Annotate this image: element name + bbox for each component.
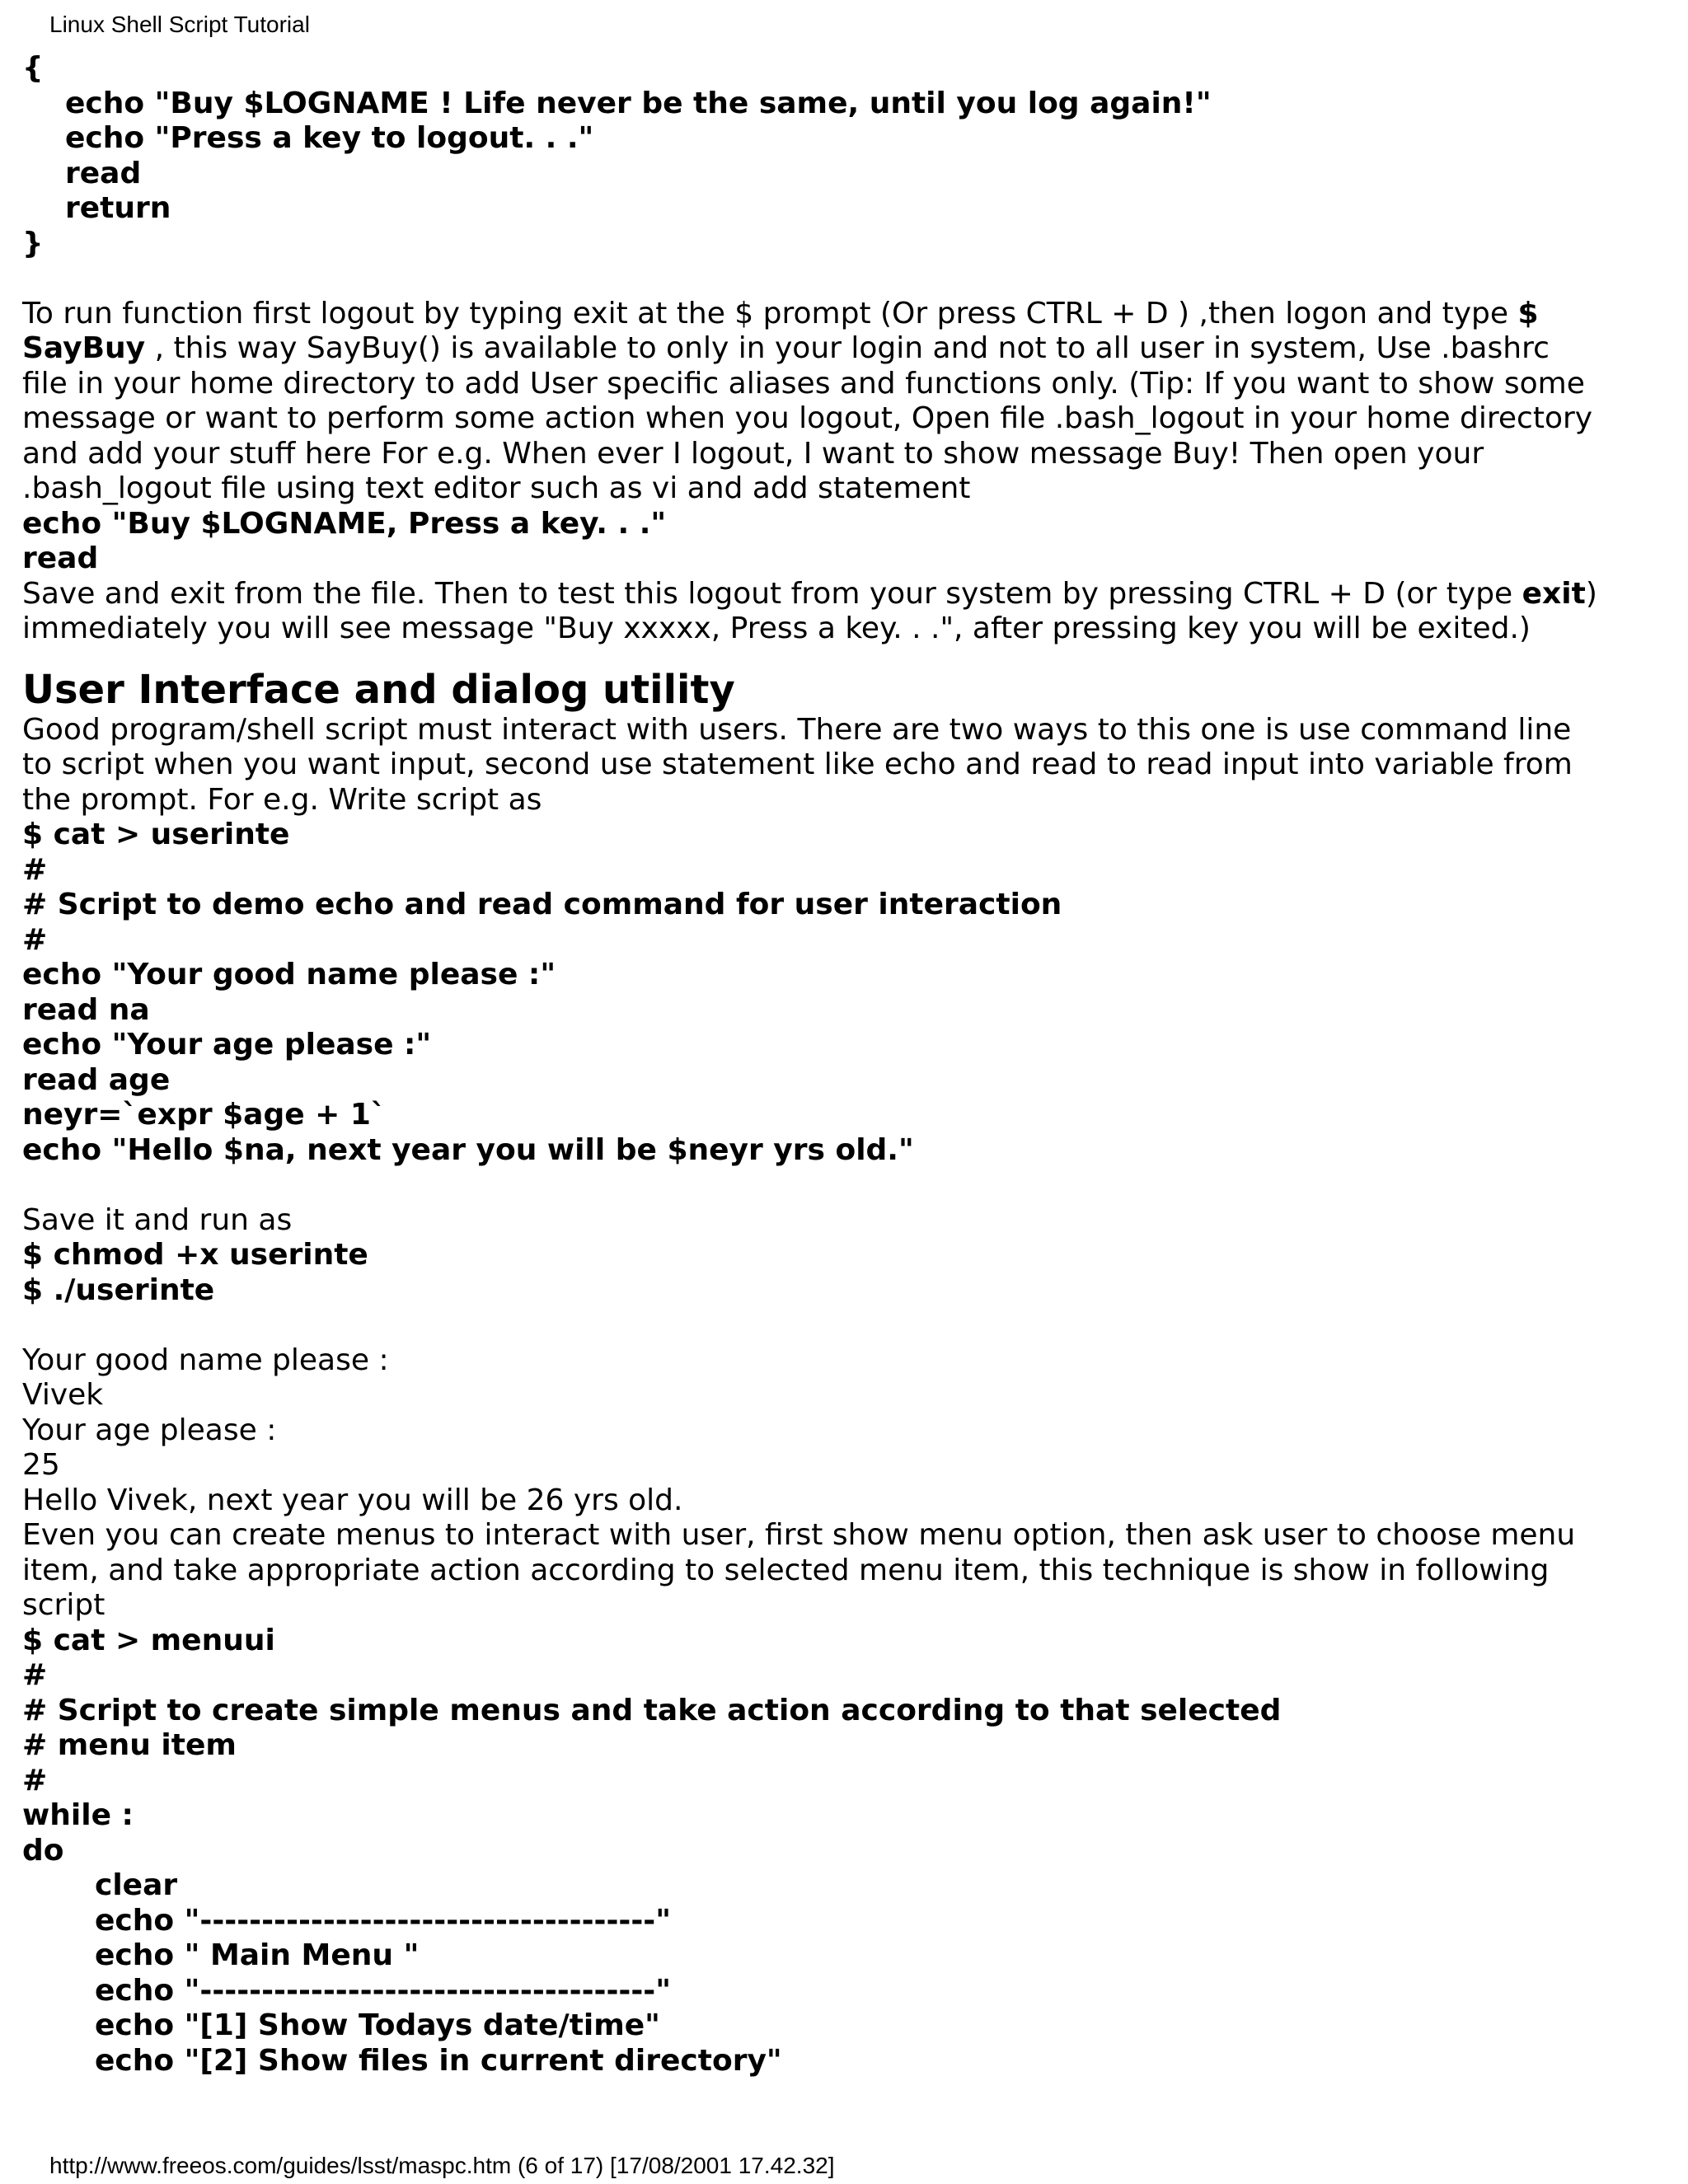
code-line: # Script to demo echo and read command for user interaction — [22, 888, 1062, 921]
section-heading: User Interface and dialog utility — [22, 666, 735, 713]
text-run: exit — [1522, 576, 1586, 611]
document-body — [22, 51, 1671, 2079]
code-line: { — [22, 51, 44, 85]
output-line: 25 — [22, 1448, 60, 1482]
output-line: Your age please : — [22, 1413, 277, 1447]
code-line: $ cat > menuui — [22, 1623, 275, 1657]
code-line: # — [22, 1658, 48, 1692]
code-line: $ ./userinte — [22, 1272, 215, 1307]
code-line: # — [22, 852, 48, 887]
output-line: Vivek — [22, 1378, 104, 1412]
code-line: # Script to create simple menus and take action according to that selected — [22, 1693, 1282, 1727]
code-line: # — [22, 922, 48, 957]
output-line: Your good name please : — [22, 1343, 389, 1377]
code-line: echo "Your good name please :" — [22, 958, 556, 991]
text-run: $ — [1517, 296, 1539, 330]
text-run: To run function first logout by typing exit at the $ prompt (Or press CTRL + D ) ,then logon and type — [22, 296, 1518, 330]
code-line: read — [65, 156, 142, 190]
code-line: $ cat > userinte — [22, 818, 290, 851]
page-header: Linux Shell Script Tutorial — [49, 12, 310, 37]
paragraph-line: immediately you will see message "Buy xxxxx, Press a key. . .", after pressing key you will be exited.) — [22, 612, 1531, 645]
paragraph-line: message or want to perform some action when you logout, Open file .bash_logout in your home directory — [22, 401, 1593, 435]
code-line: return — [65, 191, 171, 225]
code-line: echo "-------------------------------------" — [95, 1903, 671, 1938]
code-line: echo "Hello $na, next year you will be $neyr yrs old." — [22, 1132, 914, 1167]
code-line: echo "[2] Show files in current directory" — [95, 2043, 782, 2078]
text-run: ) — [1585, 576, 1597, 611]
code-line: echo " Main Menu " — [95, 1938, 420, 1972]
code-line: read — [22, 541, 99, 575]
code-line: echo "Your age please :" — [22, 1028, 432, 1062]
paragraph-line: the prompt. For e.g. Write script as — [22, 782, 542, 817]
code-line: echo "[1] Show Todays date/time" — [95, 2008, 660, 2042]
paragraph-line: Good program/shell script must interact with users. There are two ways to this one is use command line — [22, 712, 1572, 747]
code-line: echo "Buy $LOGNAME, Press a key. . ." — [22, 506, 667, 541]
code-line: } — [22, 226, 44, 260]
code-line: read na — [22, 992, 150, 1027]
paragraph-line — [22, 297, 1671, 332]
text-run: SayBuy — [22, 331, 146, 365]
paragraph-line: and add your stuff here For e.g. When ever I logout, I want to show message Buy! Then open your — [22, 436, 1484, 471]
code-line: while : — [22, 1798, 134, 1832]
code-line: $ chmod +x userinte — [22, 1238, 368, 1272]
code-line: echo "Buy $LOGNAME ! Life never be the same, until you log again!" — [65, 86, 1212, 120]
page-footer: http://www.freeos.com/guides/lsst/maspc.htm (6 of 17) [17/08/2001 17.42.32] — [49, 2153, 835, 2178]
paragraph-line: .bash_logout file using text editor such as vi and add statement — [22, 471, 971, 505]
code-line: clear — [95, 1868, 178, 1902]
code-line: read age — [22, 1062, 171, 1097]
code-line: # — [22, 1763, 48, 1797]
text-run: , this way SayBuy() is available to only in your login and not to all user in system, Use .bashrc — [145, 331, 1550, 365]
paragraph-line: Even you can create menus to interact with user, first show menu option, then ask user to choose menu — [22, 1518, 1576, 1552]
text-run: Save and exit from the file. Then to test this logout from your system by pressing CTRL + D (or type — [22, 576, 1522, 611]
output-line: Hello Vivek, next year you will be 26 yrs old. — [22, 1483, 683, 1517]
code-line: echo "-------------------------------------" — [95, 1973, 671, 2008]
paragraph-line — [22, 577, 1671, 612]
code-line: # menu item — [22, 1728, 237, 1762]
paragraph-line: file in your home directory to add User specific aliases and functions only. (Tip: If you want to show some — [22, 366, 1585, 401]
paragraph-line: script — [22, 1588, 106, 1622]
paragraph-line: to script when you want input, second use statement like echo and read to read input into variable from — [22, 748, 1573, 781]
code-line: echo "Press a key to logout. . ." — [65, 121, 594, 155]
code-line: do — [22, 1833, 64, 1868]
paragraph-line: item, and take appropriate action according to selected menu item, this technique is show in following — [22, 1553, 1550, 1587]
paragraph-line — [22, 331, 1671, 367]
paragraph-line: Save it and run as — [22, 1202, 293, 1237]
code-line: neyr=`expr $age + 1` — [22, 1098, 386, 1132]
